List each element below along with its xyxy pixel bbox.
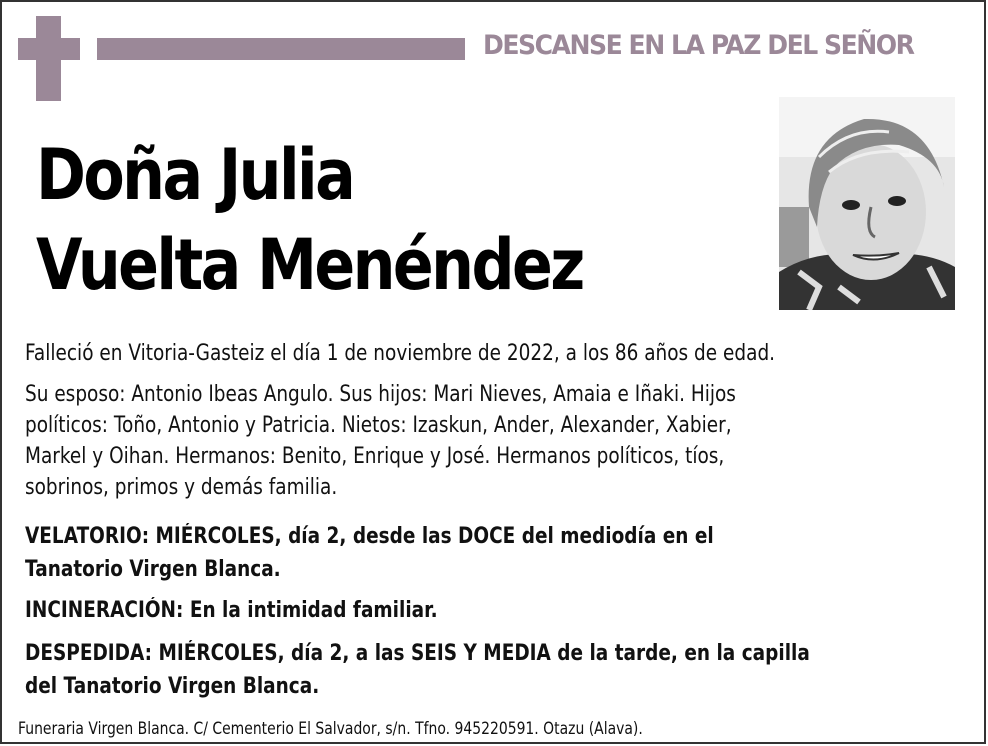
family-line: políticos: Toño, Antonio y Patricia. Nietos: Izaskun, Ander, Alexander, Xabier,	[25, 413, 732, 438]
despedida-line: del Tanatorio Virgen Blanca.	[25, 674, 320, 699]
portrait-photo	[779, 97, 955, 310]
velatorio-line: Tanatorio Virgen Blanca.	[25, 557, 281, 582]
header-motto: DESCANSE EN LA PAZ DEL SEÑOR	[483, 30, 914, 61]
velatorio-line: VELATORIO: MIÉRCOLES, día 2, desde las DOCE del mediodía en el	[25, 524, 714, 549]
header-rule	[97, 38, 465, 60]
family-line: sobrinos, primos y demás familia.	[25, 475, 338, 500]
deceased-name-line2: Vuelta Menéndez	[36, 224, 583, 306]
death-notice: Falleció en Vitoria-Gasteiz el día 1 de noviembre de 2022, a los 86 años de edad.	[25, 341, 776, 366]
deceased-name-line1: Doña Julia	[36, 134, 354, 216]
family-line: Su esposo: Antonio Ibeas Angulo. Sus hijos: Mari Nieves, Amaia e Iñaki. Hijos	[25, 382, 736, 407]
portrait-image	[779, 97, 955, 310]
funeral-home-footer: Funeraria Virgen Blanca. C/ Cementerio El Salvador, s/n. Tfno. 945220591. Otazu (Alava).	[18, 719, 643, 739]
despedida-line: DESPEDIDA: MIÉRCOLES, día 2, a las SEIS Y MEDIA de la tarde, en la capilla	[25, 641, 810, 666]
cross-icon-arm	[18, 38, 80, 60]
family-line: Markel y Oihan. Hermanos: Benito, Enrique y José. Hermanos políticos, tíos,	[25, 444, 725, 469]
incineracion-line: INCINERACIÓN: En la intimidad familiar.	[25, 598, 438, 623]
